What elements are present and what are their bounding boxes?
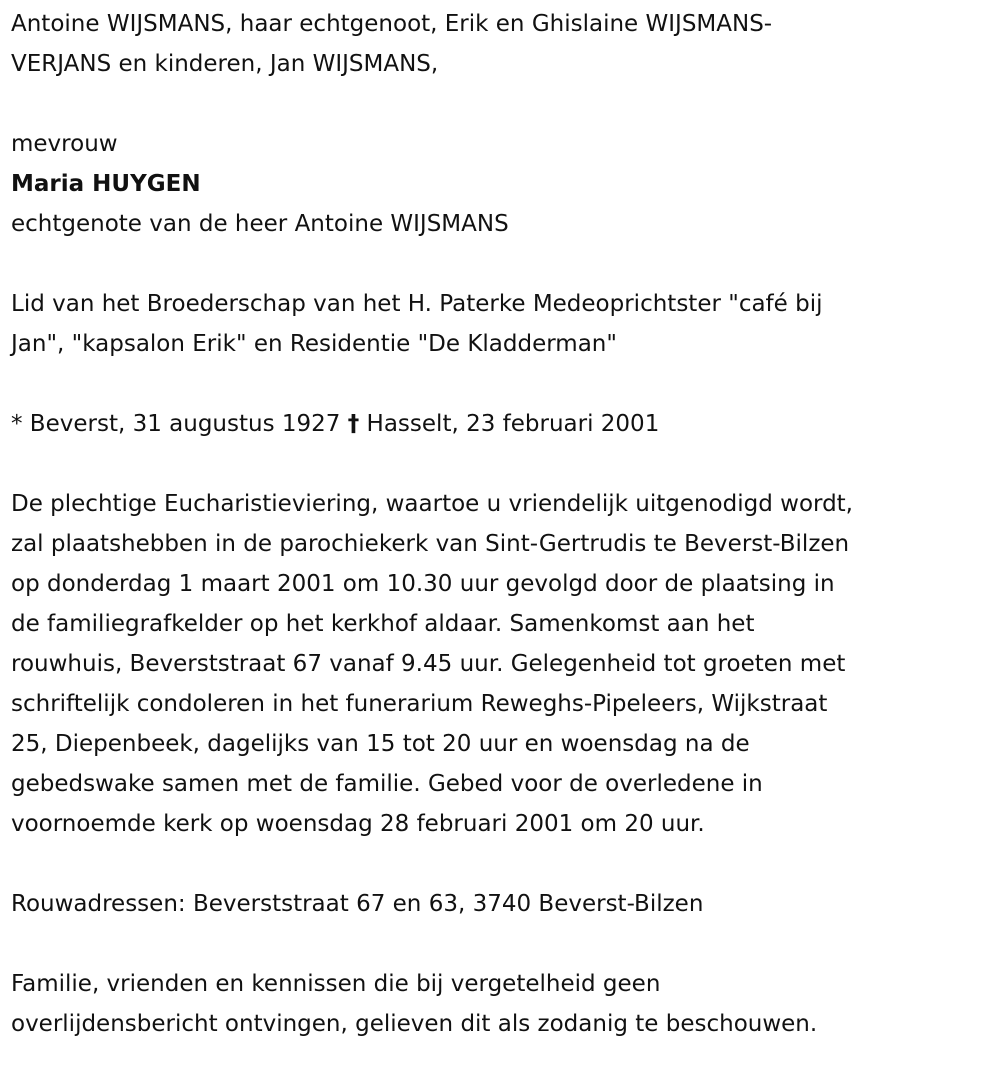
ceremony-line: schriftelijk condoleren in het funerarium Reweghs-Pipeleers, Wijkstraat bbox=[11, 691, 828, 717]
ceremony-line: zal plaatshebben in de parochiekerk van Sint-Gertrudis te Beverst-Bilzen bbox=[11, 531, 850, 557]
ceremony-line: rouwhuis, Beverststraat 67 vanaf 9.45 uur. Gelegenheid tot groeten met bbox=[11, 651, 846, 677]
closing-line: Familie, vrienden en kennissen die bij vergetelheid geen bbox=[11, 971, 661, 997]
salutation: mevrouw bbox=[11, 131, 118, 157]
mourning-addresses: Rouwadressen: Beverststraat 67 en 63, 3740 Beverst-Bilzen bbox=[11, 891, 704, 917]
ceremony-line: de familiegrafkelder op het kerkhof aldaar. Samenkomst aan het bbox=[11, 611, 755, 637]
closing-block bbox=[11, 964, 1000, 1044]
announcers-line: Antoine WIJSMANS, haar echtgenoot, Erik en Ghislaine WIJSMANS- bbox=[11, 11, 773, 37]
birth-info: * Beverst, 31 augustus 1927 bbox=[11, 411, 341, 437]
deceased-name: Maria HUYGEN bbox=[11, 171, 201, 197]
membership-line: Lid van het Broederschap van het H. Paterke Medeoprichtster "café bij bbox=[11, 291, 823, 317]
ceremony-line: gebedswake samen met de familie. Gebed voor de overledene in bbox=[11, 771, 763, 797]
ceremony-line: De plechtige Eucharistieviering, waartoe u vriendelijk uitgenodigd wordt, bbox=[11, 491, 853, 517]
spouse-line: echtgenote van de heer Antoine WIJSMANS bbox=[11, 211, 509, 237]
death-info: Hasselt, 23 februari 2001 bbox=[366, 411, 660, 437]
membership-line: Jan", "kapsalon Erik" en Residentie "De Kladderman" bbox=[11, 331, 617, 357]
birth-death-line bbox=[11, 404, 1000, 444]
announcers-block bbox=[11, 4, 1000, 84]
ceremony-line: 25, Diepenbeek, dagelijks van 15 tot 20 uur en woensdag na de bbox=[11, 731, 750, 757]
closing-line: overlijdensbericht ontvingen, gelieven dit als zodanig te beschouwen. bbox=[11, 1011, 818, 1037]
ceremony-line: voornoemde kerk op woensdag 28 februari 2001 om 20 uur. bbox=[11, 811, 705, 837]
announcers-line: VERJANS en kinderen, Jan WIJSMANS, bbox=[11, 51, 439, 77]
membership-block bbox=[11, 284, 1000, 364]
cross-icon: † bbox=[347, 411, 360, 437]
ceremony-block bbox=[11, 484, 1000, 844]
ceremony-line: op donderdag 1 maart 2001 om 10.30 uur gevolgd door de plaatsing in bbox=[11, 571, 835, 597]
